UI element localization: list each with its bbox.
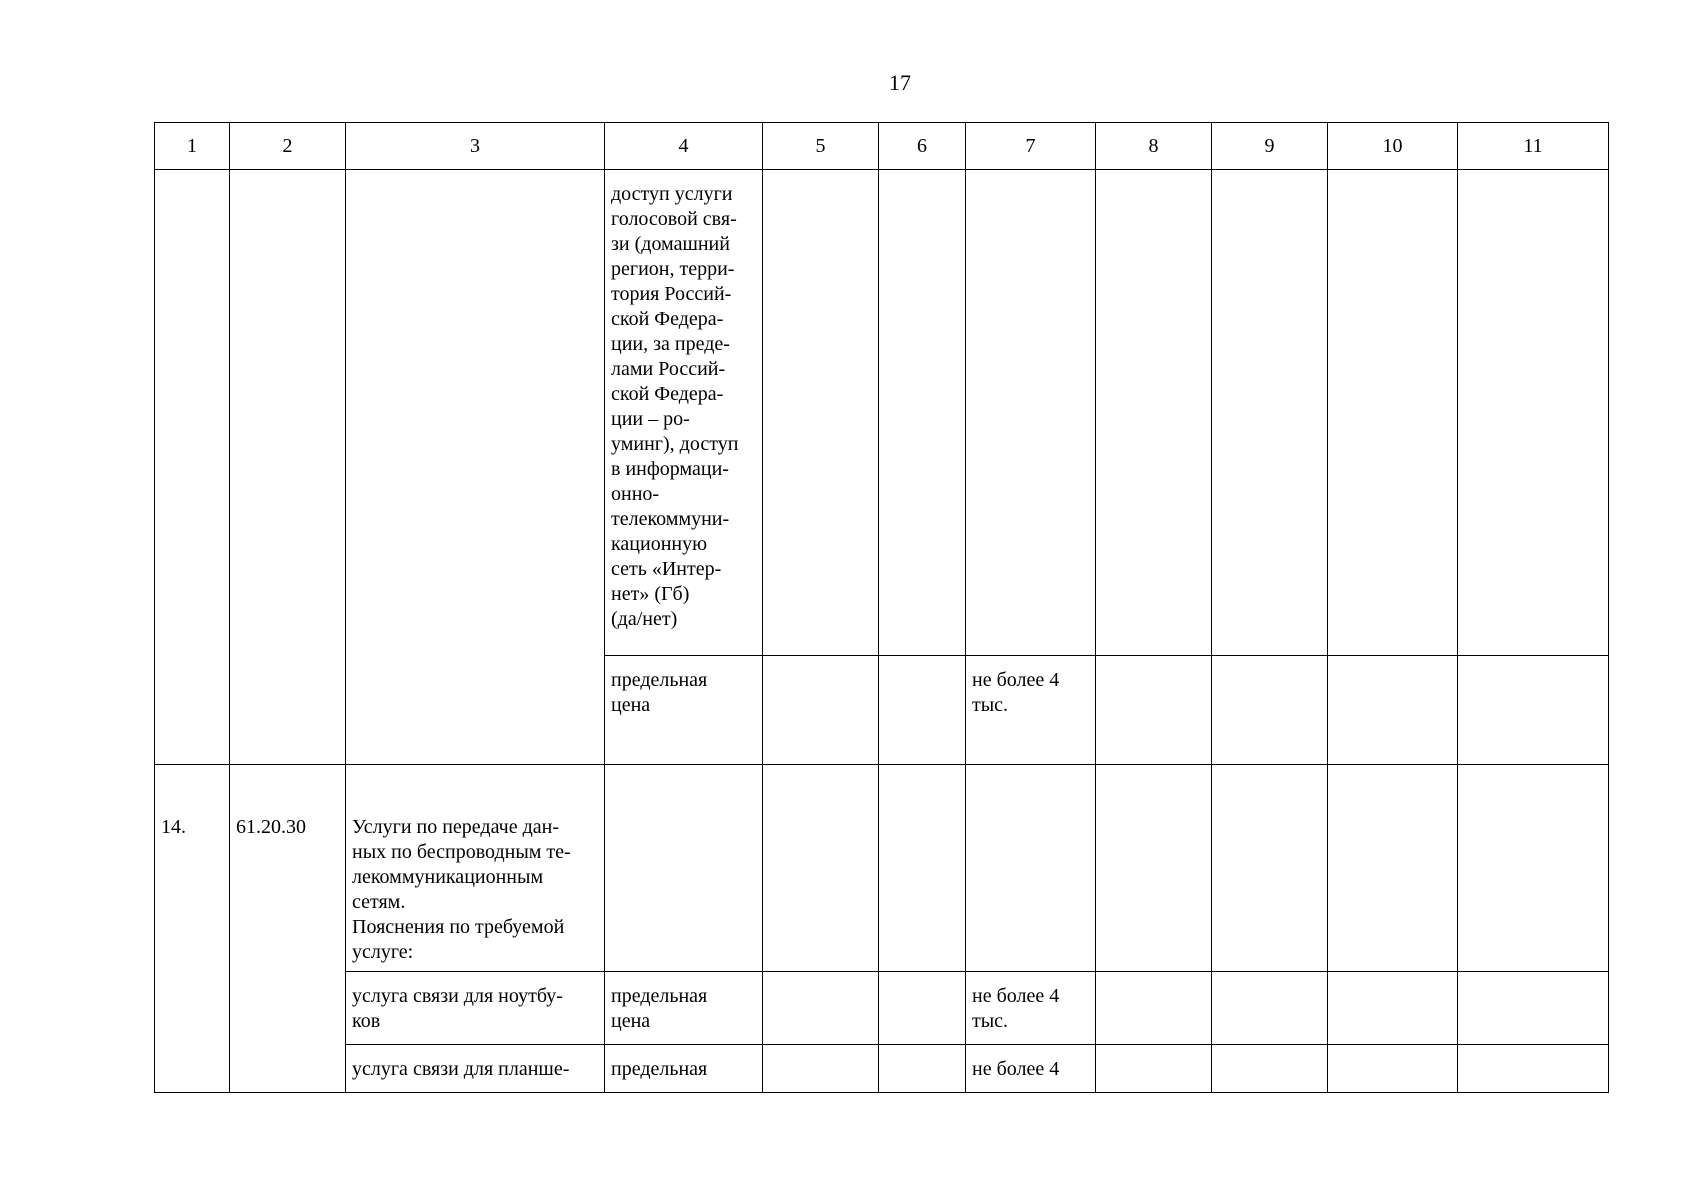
column-header-11: 11 (1458, 123, 1609, 170)
cell-empty (1212, 170, 1328, 656)
column-header-7: 7 (966, 123, 1096, 170)
service-description: услуга связи для ноутбу- ков (346, 972, 605, 1045)
table-row (155, 170, 1609, 656)
cell-empty (879, 170, 966, 656)
column-header-4: 4 (605, 123, 763, 170)
column-header-3: 3 (346, 123, 605, 170)
column-header-5: 5 (763, 123, 879, 170)
cell-empty (1096, 170, 1212, 656)
header-row (155, 123, 1609, 170)
cell-empty (155, 170, 230, 765)
column-header-9: 9 (1212, 123, 1328, 170)
characteristic-cell: предельная цена (605, 972, 763, 1045)
cell-empty (879, 972, 966, 1045)
item-number: 14. (155, 765, 230, 1093)
characteristic-cell: предельная цена (605, 656, 763, 765)
column-header-8: 8 (1096, 123, 1212, 170)
cell-empty (1096, 972, 1212, 1045)
cell-empty (763, 765, 879, 972)
cell-empty (230, 170, 346, 765)
cell-empty (763, 656, 879, 765)
cell-empty (879, 656, 966, 765)
cell-empty (1328, 765, 1458, 972)
characteristic-cell: доступ услуги голосовой свя- зи (домашний регион, терри- тория Россий- ской Федера- ции, за преде- лами Россий- ской Федера- ции – ро- уминг), доступ в информаци- онно- телекоммуни- кационную сеть «Интер- нет» (Гб) (да/нет) (605, 170, 763, 656)
cell-empty (763, 972, 879, 1045)
services-table (154, 122, 1609, 1093)
cell-empty (1096, 1045, 1212, 1093)
cell-empty (1328, 170, 1458, 656)
cell-empty (1096, 765, 1212, 972)
characteristic-cell: предельная (605, 1045, 763, 1093)
cell-empty (346, 170, 605, 765)
cell-empty (1212, 972, 1328, 1045)
cell-empty (1458, 656, 1609, 765)
item-code: 61.20.30 (230, 765, 346, 1093)
cell-empty (879, 765, 966, 972)
service-description: Услуги по передаче дан- ных по беспроводным те- лекоммуникационным сетям. Пояснения по требуемой услуге: (346, 765, 605, 972)
cell-empty (1458, 170, 1609, 656)
cell-empty (1328, 656, 1458, 765)
cell-empty (1458, 972, 1609, 1045)
cell-empty (1212, 765, 1328, 972)
cell-empty (1212, 1045, 1328, 1093)
page-number: 17 (889, 70, 911, 95)
table-row (155, 972, 1609, 1045)
service-description: услуга связи для планше- (346, 1045, 605, 1093)
cell-empty (1096, 656, 1212, 765)
cell-empty (1458, 1045, 1609, 1093)
cell-empty (1212, 656, 1328, 765)
cell-empty (763, 1045, 879, 1093)
cell-empty (605, 765, 763, 972)
value-cell: не более 4 (966, 1045, 1096, 1093)
cell-empty (1328, 1045, 1458, 1093)
column-header-2: 2 (230, 123, 346, 170)
cell-empty (966, 170, 1096, 656)
table-row (155, 765, 1609, 972)
value-cell: не более 4 тыс. (966, 656, 1096, 765)
cell-empty (763, 170, 879, 656)
cell-empty (1328, 972, 1458, 1045)
column-header-1: 1 (155, 123, 230, 170)
cell-empty (1458, 765, 1609, 972)
cell-empty (879, 1045, 966, 1093)
column-header-6: 6 (879, 123, 966, 170)
value-cell: не более 4 тыс. (966, 972, 1096, 1045)
column-header-10: 10 (1328, 123, 1458, 170)
cell-empty (966, 765, 1096, 972)
table-row (155, 1045, 1609, 1093)
